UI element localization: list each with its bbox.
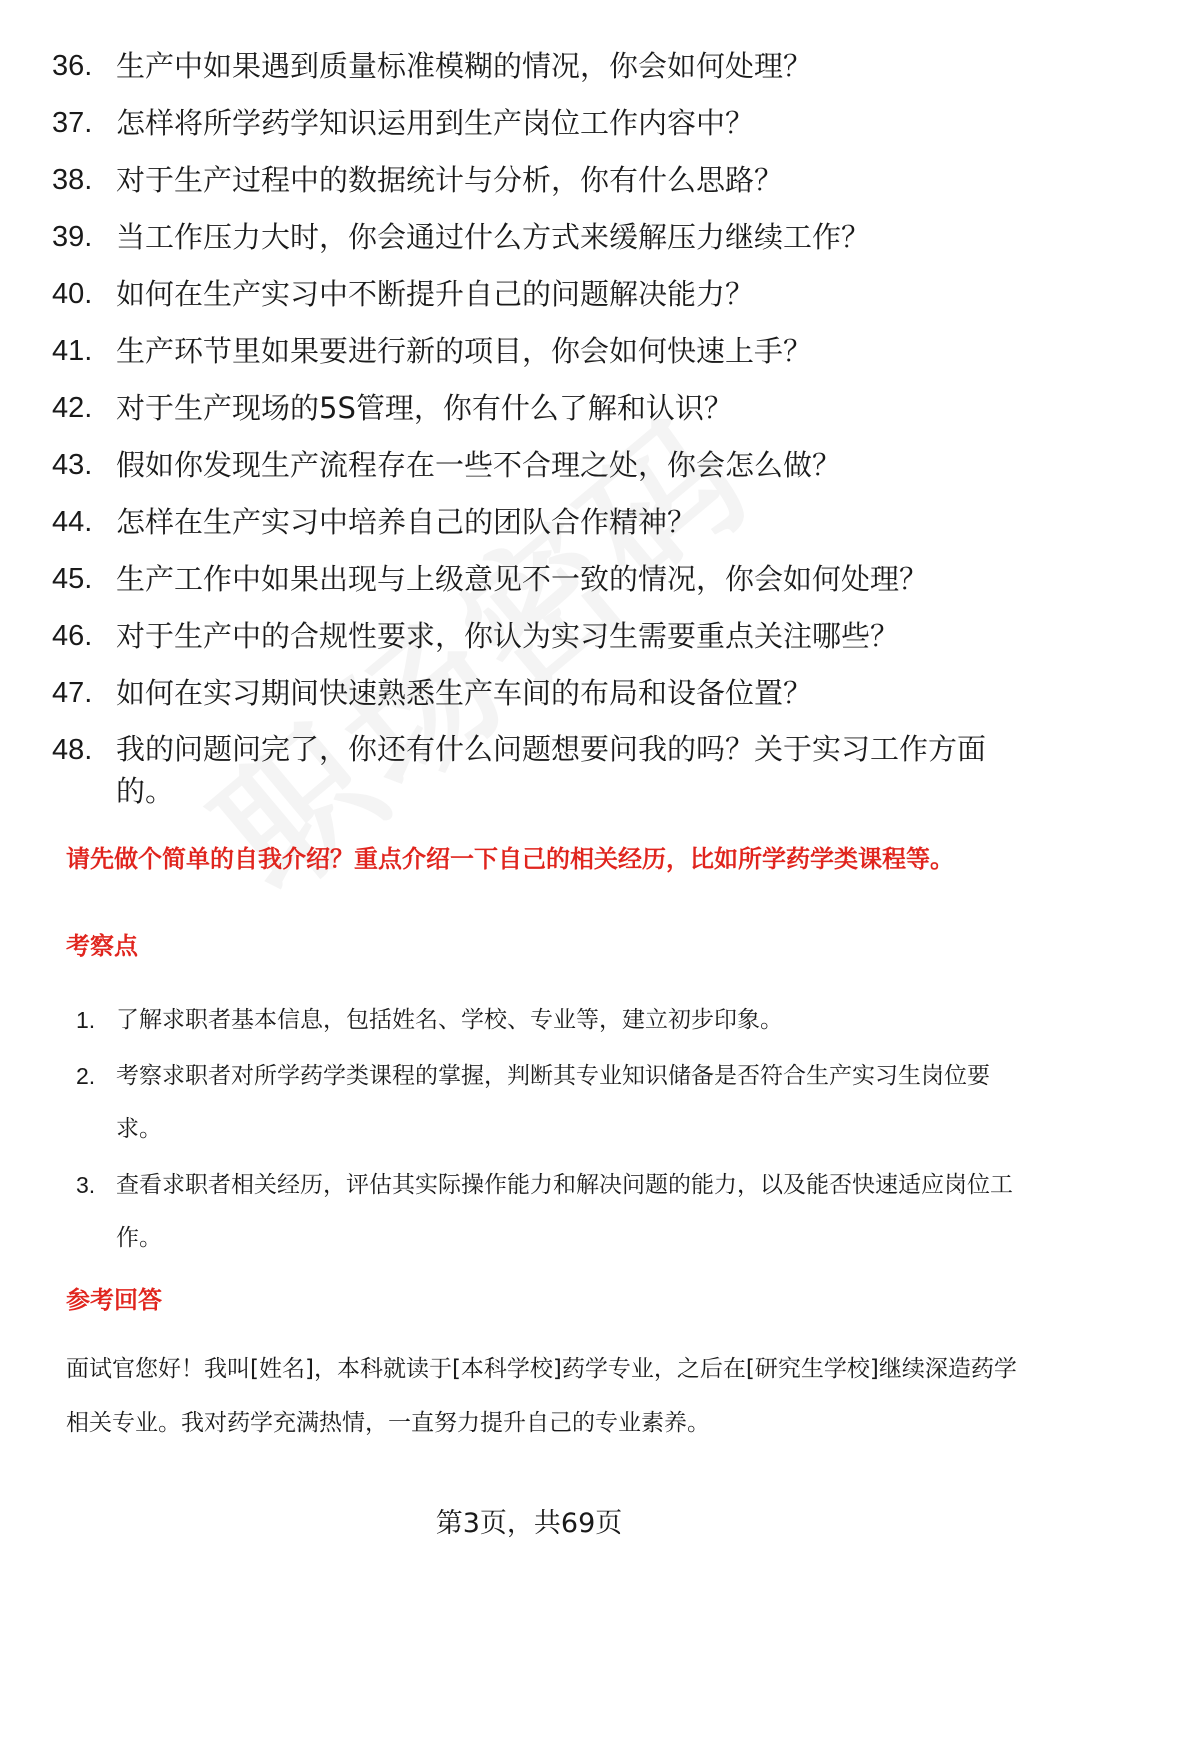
page-footer: 第3页，共69页 — [435, 1508, 623, 1539]
question-text: 对于生产过程中的数据统计与分析，你有什么思路？ — [116, 163, 784, 197]
question-text: 当工作压力大时，你会通过什么方式来缓解压力继续工作？ — [116, 220, 871, 254]
exam-point-number: 2. — [76, 1063, 96, 1089]
question-item — [52, 101, 1032, 146]
featured-question-heading: 请先做个简单的自我介绍？重点介绍一下自己的相关经历，比如所学药学类课程等。 — [66, 845, 954, 873]
question-text: 对于生产中的合规性要求，你认为实习生需要重点关注哪些？ — [116, 619, 900, 653]
question-item — [52, 386, 1032, 431]
question-number: 41. — [52, 335, 93, 367]
exam-point-text: 了解求职者基本信息，包括姓名、学校、专业等，建立初步印象。 — [116, 1007, 783, 1033]
question-text: 怎样将所学药学知识运用到生产岗位工作内容中？ — [116, 106, 755, 140]
exam-point-item — [76, 1159, 1031, 1265]
reference-answer-text: 面试官您好！我叫[姓名]，本科就读于[本科学校]药学专业，之后在[研究生学校]继续深造药学相关专业。我对药学充满热情，一直努力提升自己的专业素养。 — [66, 1356, 1017, 1436]
question-text: 生产环节里如果要进行新的项目，你会如何快速上手？ — [116, 334, 813, 368]
question-number: 42. — [52, 392, 93, 424]
question-number: 36. — [52, 50, 93, 82]
question-item — [52, 500, 1032, 545]
question-item — [52, 614, 1032, 659]
question-item — [52, 215, 1032, 260]
exam-point-text: 查看求职者相关经历，评估其实际操作能力和解决问题的能力，以及能否快速适应岗位工作。 — [116, 1172, 1013, 1251]
question-item — [52, 671, 1032, 716]
exam-point-item — [76, 1050, 1031, 1156]
question-number: 45. — [52, 563, 93, 595]
question-item — [52, 329, 1032, 374]
question-item — [52, 728, 1032, 812]
exam-points-list — [76, 994, 1031, 1268]
question-item — [52, 158, 1032, 203]
question-number: 44. — [52, 506, 93, 538]
question-text: 怎样在生产实习中培养自己的团队合作精神？ — [116, 505, 697, 539]
question-text: 对于生产现场的5S管理，你有什么了解和认识？ — [116, 391, 733, 425]
exam-points-title: 考察点 — [66, 932, 138, 960]
question-text: 假如你发现生产流程存在一些不合理之处，你会怎么做？ — [116, 448, 842, 482]
question-number: 47. — [52, 677, 93, 709]
exam-point-number: 1. — [76, 1007, 96, 1033]
question-item — [52, 443, 1032, 488]
question-text: 生产中如果遇到质量标准模糊的情况，你会如何处理？ — [116, 49, 813, 83]
question-text: 如何在实习期间快速熟悉生产车间的布局和设备位置？ — [116, 676, 813, 710]
question-text: 生产工作中如果出现与上级意见不一致的情况，你会如何处理？ — [116, 562, 929, 596]
question-number: 38. — [52, 164, 93, 196]
question-number: 48. — [52, 734, 93, 766]
question-number: 40. — [52, 278, 93, 310]
question-list — [52, 44, 1032, 824]
question-text: 我的问题问完了，你还有什么问题想要问我的吗？关于实习工作方面的。 — [116, 732, 987, 808]
question-number: 37. — [52, 107, 93, 139]
question-item — [52, 44, 1032, 89]
reference-answer-title: 参考回答 — [66, 1286, 162, 1314]
question-number: 43. — [52, 449, 93, 481]
question-item — [52, 272, 1032, 317]
question-text: 如何在生产实习中不断提升自己的问题解决能力？ — [116, 277, 755, 311]
exam-point-number: 3. — [76, 1172, 96, 1198]
question-item — [52, 557, 1032, 602]
exam-point-item — [76, 994, 1031, 1047]
exam-point-text: 考察求职者对所学药学类课程的掌握，判断其专业知识储备是否符合生产实习生岗位要求。 — [116, 1063, 990, 1142]
question-number: 46. — [52, 620, 93, 652]
question-number: 39. — [52, 221, 93, 253]
